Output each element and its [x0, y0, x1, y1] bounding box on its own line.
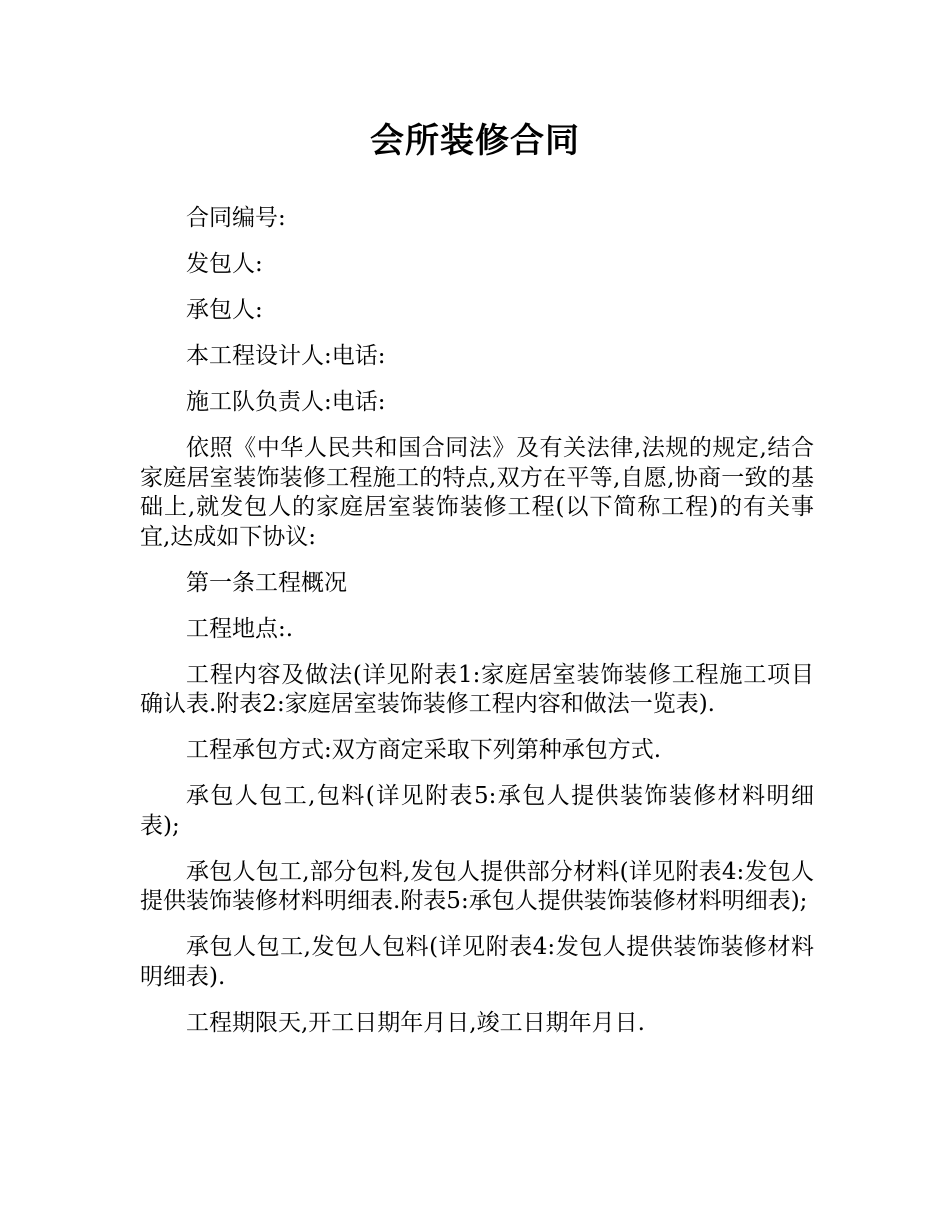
article-one-heading: 第一条工程概况 — [186, 569, 347, 596]
designer-phone-line: 本工程设计人:电话: — [186, 343, 386, 369]
method-option-employer-materials: 承包人包工,发包人包料(详见附表4:发包人提供装饰装修材料明细表). — [140, 934, 814, 990]
employer-line: 发包人: — [186, 251, 263, 277]
contract-method-line: 工程承包方式:双方商定采取下列第种承包方式. — [186, 737, 662, 763]
preamble-paragraph: 依照《中华人民共和国合同法》及有关法律,法规的规定,结合家庭居室装饰装修工程施工的特点,双方在平等,自愿,协商一致的基础上,就发包人的家庭居室装饰装修工程(以下简称工程)的有关事宜,达成如下协议: — [140, 435, 814, 550]
project-location-line: 工程地点:. — [186, 615, 294, 642]
crew-leader-phone-line: 施工队负责人:电话: — [186, 389, 386, 415]
method-option-full-materials: 承包人包工,包料(详见附表5:承包人提供装饰装修材料明细表); — [140, 783, 814, 839]
contract-number-line: 合同编号: — [186, 205, 286, 231]
project-content-paragraph: 工程内容及做法(详见附表1:家庭居室装饰装修工程施工项目确认表.附表2:家庭居室装饰装修工程内容和做法一览表). — [140, 661, 814, 717]
project-period-line: 工程期限天,开工日期年月日,竣工日期年月日. — [186, 1009, 645, 1036]
document-body — [140, 204, 814, 1055]
contractor-line: 承包人: — [186, 297, 263, 323]
method-option-partial-materials: 承包人包工,部分包料,发包人提供部分材料(详见附表4:发包人提供装饰装修材料明细表.附表5:承包人提供装饰装修材料明细表); — [140, 858, 814, 914]
document-title: 会所装修合同 — [370, 121, 580, 161]
